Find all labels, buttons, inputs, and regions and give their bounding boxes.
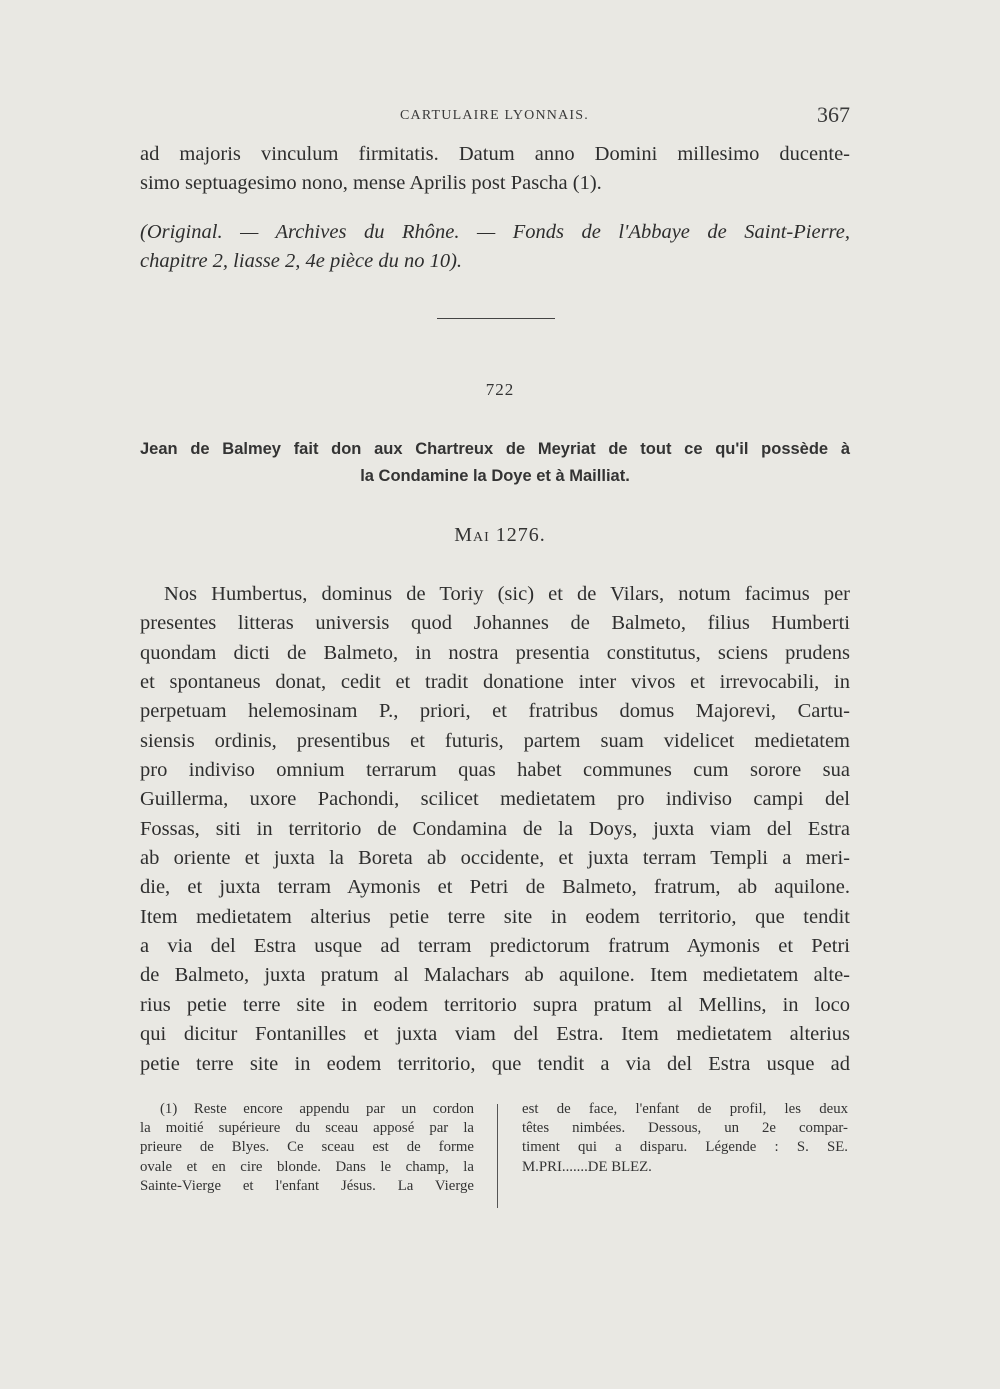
footnote-column-divider xyxy=(497,1104,498,1208)
body-line: ab oriente et juxta la Boreta ab occidente, et juxta terram Templi a meri- xyxy=(140,847,850,870)
footnote-line: (1) Reste encore appendu par un cordon xyxy=(160,1101,474,1117)
page-number: 367 xyxy=(817,102,850,127)
body-line: Guillerma, uxore Pachondi, scilicet medietatem pro indiviso campi del xyxy=(140,788,850,811)
running-head-title: CARTULAIRE LYONNAIS. xyxy=(400,108,589,123)
summary-line: la Condamine la Doye et à Mailliat. xyxy=(360,467,630,485)
intro-paragraph xyxy=(140,140,850,199)
body-line: rius petie terre site in eodem territorio supra pratum al Mellins, in loco xyxy=(140,993,850,1016)
running-head xyxy=(140,102,850,130)
body-line: qui dicitur Fontanilles et juxta viam del Estra. Item medietatem alterius xyxy=(140,1023,850,1046)
document-number: 722 xyxy=(485,380,515,399)
body-line: presentes litteras universis quod Johannes de Balmeto, filius Humberti xyxy=(140,612,850,635)
body-line: a via del Estra usque ad terram predictorum fratrum Aymonis et Petri xyxy=(140,935,850,958)
document-summary xyxy=(140,436,850,490)
document-date-text: Mai 1276. xyxy=(454,524,546,546)
footnote-line: têtes nimbées. Dessous, un 2e compar- xyxy=(522,1120,848,1137)
body-line: Item medietatem alterius petie terre site in eodem territorio, que tendit xyxy=(140,905,850,928)
body-line: siensis ordinis, presentibus et futuris, partem suam videlicet medietatem xyxy=(140,729,850,752)
body-line: petie terre site in eodem territorio, que tendit a via del Estra usque ad xyxy=(140,1052,850,1075)
section-divider xyxy=(437,318,555,319)
body-line: quondam dicti de Balmeto, in nostra presentia constitutus, sciens prudens xyxy=(140,641,850,664)
document-date xyxy=(0,524,1000,547)
source-line: chapitre 2, liasse 2, 4e pièce du no 10). xyxy=(140,250,463,273)
body-line: Fossas, siti in territorio de Condamina de la Doys, juxta viam del Estra xyxy=(140,817,850,840)
footnote-line: ovale et en cire blonde. Dans le champ, la xyxy=(140,1158,474,1175)
source-line: (Original. — Archives du Rhône. — Fonds de l'Abbaye de Saint-Pierre, xyxy=(140,221,850,243)
footnote-line: prieure de Blyes. Ce sceau est de forme xyxy=(140,1139,474,1156)
body-line: die, et juxta terram Aymonis et Petri de Balmeto, fratrum, ab aquilone. xyxy=(140,876,850,899)
charter-body xyxy=(140,580,850,1079)
body-line: perpetuam helemosinam P., priori, et fratribus domus Majorevi, Cartu- xyxy=(140,700,850,723)
intro-line: ad majoris vinculum firmitatis. Datum anno Domini millesimo ducente- xyxy=(140,143,850,165)
footnote-line: est de face, l'enfant de profil, les deux xyxy=(522,1101,848,1117)
footnote-line: M.PRI.......DE BLEZ. xyxy=(522,1158,652,1175)
footnote-line: la moitié supérieure du sceau apposé par la xyxy=(140,1120,474,1137)
footnotes xyxy=(140,1100,850,1210)
body-line: pro indiviso omnium terrarum quas habet communes cum sorore sua xyxy=(140,759,850,782)
intro-line: simo septuagesimo nono, mense Aprilis post Pascha (1). xyxy=(140,172,602,195)
body-line: et spontaneus donat, cedit et tradit donatione inter vivos et irrevocabili, in xyxy=(140,671,850,694)
footnote-column-right xyxy=(522,1100,848,1177)
body-line: de Balmeto, juxta pratum al Malachars ab aquilone. Item medietatem alte- xyxy=(140,964,850,987)
source-citation xyxy=(140,218,850,277)
footnote-line: timent qui a disparu. Légende : S. SE. xyxy=(522,1139,848,1156)
footnote-line: Sainte-Vierge et l'enfant Jésus. La Vierge xyxy=(140,1177,474,1194)
body-line: Nos Humbertus, dominus de Toriy (sic) et de Vilars, notum facimus per xyxy=(164,583,850,605)
footnote-column-left xyxy=(140,1100,474,1196)
summary-line: Jean de Balmey fait don aux Chartreux de Meyriat de tout ce qu'il possède à xyxy=(140,440,850,458)
